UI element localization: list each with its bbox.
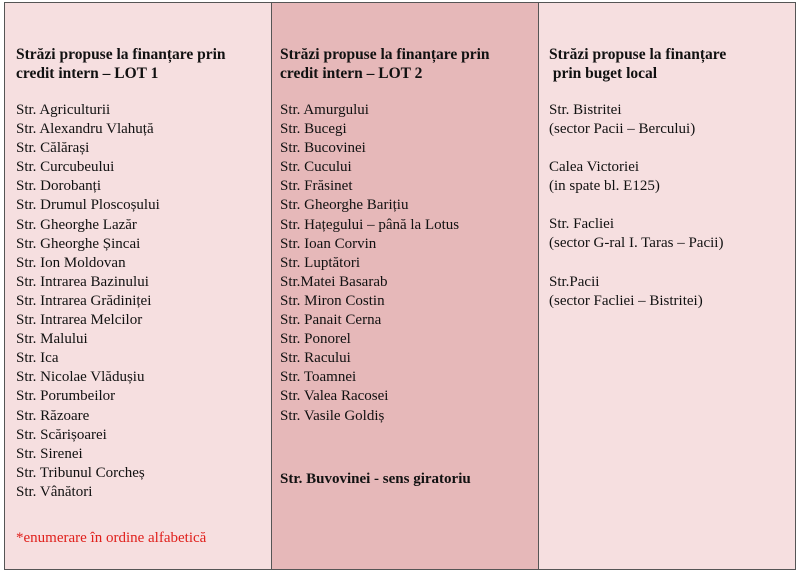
column-heading-lot-2: Străzi propuse la finanțare prin credit intern – LOT 2 [280,46,490,82]
street-sector: (sector G-ral I. Taras – Pacii) [549,235,724,252]
column-local-budget [538,3,795,569]
list-item: Str. Racului [280,350,351,367]
list-item: Str. Frăsinet [280,178,353,195]
street-sector: (sector Pacii – Bercului) [549,121,696,138]
list-item: Str. Miron Costin [280,292,385,309]
list-item: Str. Ponorel [280,331,351,348]
list-item: Str. Bucegi [280,121,347,138]
street-name: Calea Victoriei [549,159,640,176]
list-item: Str. Bucovinei [280,140,366,157]
list-item: Str. Sirenei [16,445,83,462]
list-item: Str. Scărișoarei [16,426,107,443]
street-name: Str.Pacii [549,273,600,290]
list-item: Str. Călărași [16,140,90,157]
column-lot-1 [5,3,271,569]
alphabetical-order-note: *enumerare în ordine alfabetică [16,530,207,546]
street-name: Str. Bistritei [549,102,622,118]
list-item: Str. Intrarea Melcilor [16,312,143,329]
list-item: Str. Ion Moldovan [16,254,126,271]
list-item [549,273,723,311]
list-item: Str. Panait Cerna [280,312,382,329]
list-item: Str. Malului [16,331,88,348]
list-item: Str. Agriculturii [16,102,111,118]
list-item: Str. Drumul Ploscoșului [16,197,160,214]
list-item: Str. Intrarea Bazinului [16,273,149,290]
list-item: Str. Ioan Corvin [280,235,377,252]
column-heading-local-budget: Străzi propuse la finanțare prin buget local [549,46,727,82]
list-item: Str. Ica [16,350,59,367]
list-item: Str. Amurgului [280,102,369,118]
street-list-local-budget [549,101,723,330]
list-item: Str. Valea Racosei [280,388,389,405]
column-heading-lot-1: Străzi propuse la finanțare prin credit intern – LOT 1 [16,46,226,82]
list-item: Str. Gheorghe Lazăr [16,216,137,233]
list-item [549,215,723,253]
street-list-lot-1 [16,101,160,502]
list-item: Str. Vânători [16,483,93,500]
street-list-lot-2 [280,101,459,426]
list-item: Str. Intrarea Grădiniței [16,292,152,309]
list-item: Str. Răzoare [16,407,90,424]
list-item [549,158,723,196]
column-lot-2 [271,3,538,569]
list-item: Str. Vasile Goldiș [280,407,385,424]
list-item: Str. Nicolae Vlădușiu [16,369,145,386]
list-item: Str. Gheorghe Barițiu [280,197,409,214]
street-sector: (sector Facliei – Bistritei) [549,292,703,309]
list-item: Str. Luptători [280,254,360,271]
list-item: Str. Curcubeului [16,159,115,176]
list-item: Str. Alexandru Vlahuță [16,121,154,138]
streets-table [4,2,796,570]
list-item: Str. Cucului [280,159,352,176]
list-item [549,101,723,139]
list-item: Str. Gheorghe Șincai [16,235,141,252]
list-item: Str. Dorobanți [16,178,101,195]
list-item: Str. Toamnei [280,369,357,386]
list-item: Str. Porumbeilor [16,388,116,405]
list-item: Str. Hațegului – până la Lotus [280,216,460,233]
street-name: Str. Facliei [549,216,614,233]
list-item: Str.Matei Basarab [280,273,388,290]
street-sector: (in spate bl. E125) [549,178,660,195]
roundabout-street: Str. Buvovinei - sens giratoriu [280,471,471,487]
list-item: Str. Tribunul Corcheș [16,464,145,481]
